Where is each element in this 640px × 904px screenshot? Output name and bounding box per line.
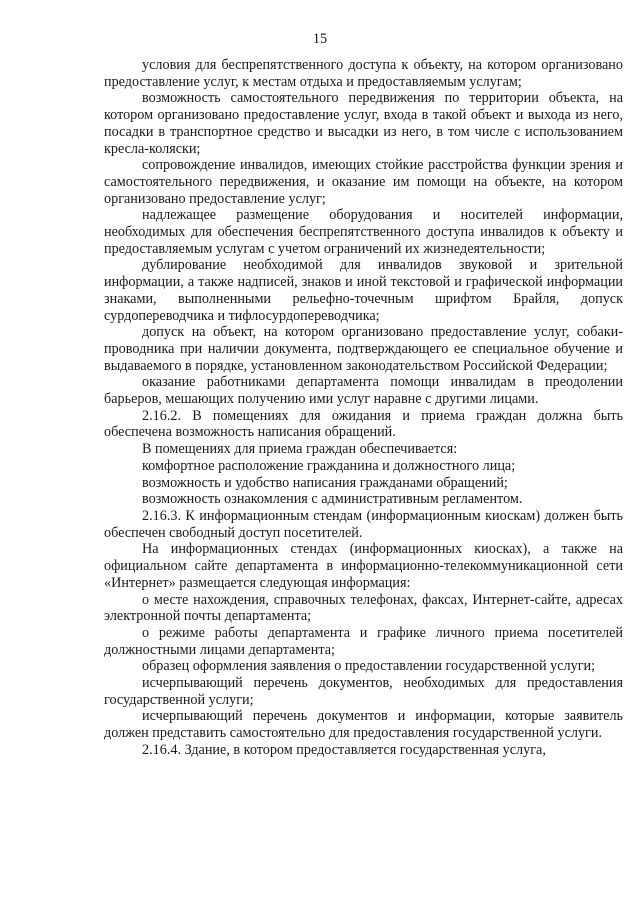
paragraph: допуск на объект, на котором организовано предоставление услуг, собаки-проводника при наличии документа, подтверждающего ее специальное обучение и выдаваемого в порядке, установленном законодательством Российской Федерации; (104, 324, 623, 374)
paragraph: образец оформления заявления о предоставлении государственной услуги; (142, 658, 596, 675)
paragraph: 2.16.4. Здание, в котором предоставляется государственная услуга, (142, 741, 546, 758)
paragraph: возможность самостоятельного передвижения по территории объекта, на котором организовано предоставление услуг, входа в такой объект и выхода из него, посадки в транспортное средство и высадки из него, в том числе с использованием кресла-коляски; (104, 90, 623, 157)
paragraph: В помещениях для приема граждан обеспечивается: (142, 441, 458, 458)
paragraph: исчерпывающий перечень документов и информации, которые заявитель должен представить самостоятельно для предоставления государственной услуги. (104, 708, 623, 742)
paragraph: надлежащее размещение оборудования и носителей информации, необходимых для обеспечения беспрепятственного доступа инвалидов к объекту и предоставляемым услугам с учетом ограничений их жизнедеятельности; (104, 207, 623, 257)
paragraph: На информационных стендах (информационных киосках), а также на официальном сайте департамента в информационно-телекоммуникационной сети «Интернет» размещается следующая информация: (104, 541, 623, 591)
paragraph: 2.16.3. К информационным стендам (информационным киоскам) должен быть обеспечен свободный доступ посетителей. (104, 507, 623, 541)
page-number: 15 (312, 31, 328, 47)
paragraph: условия для беспрепятственного доступа к объекту, на котором организовано предоставление услуг, к местам отдыха и предоставляемым услугам; (104, 57, 623, 90)
paragraph: комфортное расположение гражданина и должностного лица; (142, 457, 516, 474)
paragraph: возможность ознакомления с административным регламентом. (142, 491, 523, 508)
paragraph: о режиме работы департамента и графике личного приема посетителей должностными лицами департамента; (104, 624, 623, 658)
paragraph: исчерпывающий перечень документов, необходимых для предоставления государственной услуги; (104, 675, 623, 708)
paragraph: возможность и удобство написания гражданами обращений; (142, 474, 508, 491)
paragraph: о месте нахождения, справочных телефонах, факсах, Интернет-сайте, адресах электронной почты департамента; (104, 591, 623, 625)
paragraph: оказание работниками департамента помощи инвалидам в преодолении барьеров, мешающих получению ими услуг наравне с другими лицами. (104, 374, 623, 408)
paragraph: сопровождение инвалидов, имеющих стойкие расстройства функции зрения и самостоятельного передвижения, и оказание им помощи на объекте, на котором организовано предоставление услуг; (104, 157, 623, 207)
body-text (104, 57, 623, 759)
paragraph: дублирование необходимой для инвалидов звуковой и зрительной информации, а также надписей, знаков и иной текстовой и графической информации знаками, выполненными рельефно-точечным шрифтом Брайля, допуск сурдопереводчика и тифлосурдопереводчика; (104, 257, 623, 324)
paragraph: 2.16.2. В помещениях для ожидания и приема граждан должна быть обеспечена возможность написания обращений. (104, 407, 623, 441)
